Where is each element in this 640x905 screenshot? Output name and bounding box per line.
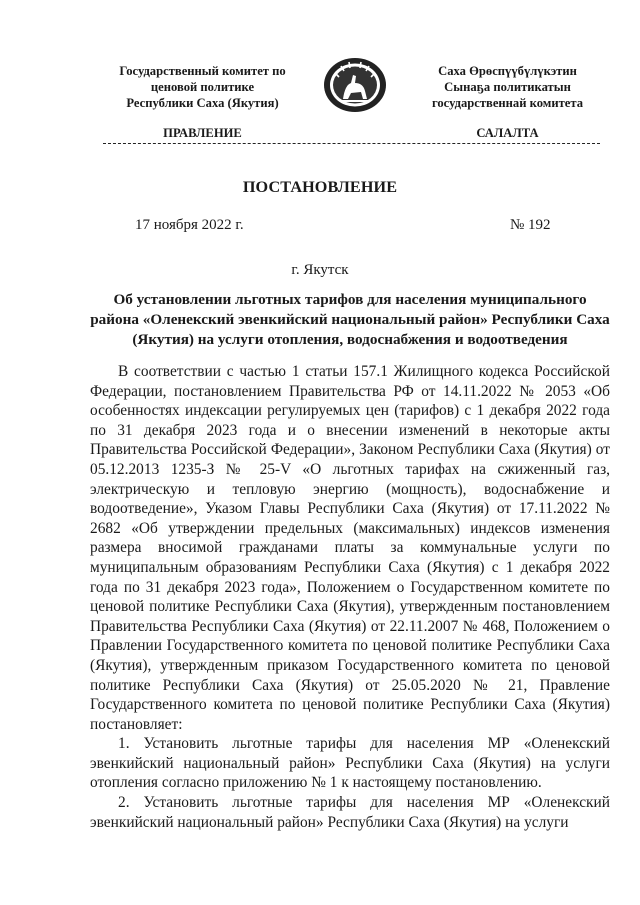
document-city: г. Якутск [291,262,349,278]
document-number: № 192 [510,217,551,233]
org-name-ru [80,63,325,111]
org-name-sah-line: Сынаҕа политикатын [444,80,571,94]
document-title: Об установлении льготных тарифов для населения муниципального района «Оленекский эвенкийский национальный район» Республики Саха (Якутия) на услуги отопления, водоснабжения и водоотведения [90,291,610,348]
org-name-ru-line: Государственный комитет по [119,64,286,78]
dept-ru: ПРАВЛЕНИЕ [163,126,242,140]
header-divider [103,143,600,146]
item-1-paragraph: 1. Установить льготные тарифы для населения МР «Оленекский эвенкийский национальный район» Республики Саха (Якутия) на услуги отопления согласно приложению № 1 к настоящему постановлению. [90,735,610,792]
preamble-paragraph: В соответствии с частью 1 статьи 157.1 Жилищного кодекса Российской Федерации, постановлением Правительства РФ от 14.11.2022 № 2053 «Об особенностях индексации регулируемых цен (тарифов) с 1 декабря 2022 года по 31 декабря 2023 года и о внесении изменений в некоторые акты Правительства Российской Федерации», Законом Республики Саха (Якутия) от 05.12.2013 1235-З № 25-V «О льготных тарифах на сжиженный газ, электрическую и тепловую энергию (мощность), водоснабжение и водоотведение», Указом Главы Республики Саха (Якутия) от 17.11.2022 № 2682 «Об утверждении предельных (максимальных) индексов изменения размера вносимой гражданами платы за коммунальные услуги по муниципальным образованиям Республики Саха (Якутия) с 1 декабря 2022 года по 31 декабря 2023 года», Положением о Государственном комитете по ценовой политике Республики Саха (Якутия), утвержденным постановлением Правительства Республики Саха (Якутия) от 22.11.2007 № 468, Положением о Правлении Государственного комитета по ценовой политике Республики Саха (Якутия), утвержденным приказом Государственного комитета по ценовой политике Республики Саха (Якутия) от 25.05.2020 № 21, Правление Государственного комитета по ценовой политике Республики Саха (Якутия) постановляет: [90,363,610,733]
document-date: 17 ноября 2022 г. [135,217,244,233]
document-type: ПОСТАНОВЛЕНИЕ [242,178,398,196]
item-2-paragraph: 2. Установить льготные тарифы для населения МР «Оленекский эвенкийский национальный район» Республики Саха (Якутия) на услуги [90,794,610,831]
org-name-sah-line: Саха Өрөспүүбүлүкэтин [438,64,577,78]
org-name-ru-line: ценовой политике [150,80,255,94]
emblem-icon [321,55,389,115]
dept-sah: САЛАЛТА [476,126,539,140]
org-name-sah [395,63,620,111]
document-body [90,362,610,832]
org-name-ru-line: Республики Саха (Якутия) [126,96,279,110]
org-name-sah-line: государственнай комитета [431,96,584,110]
